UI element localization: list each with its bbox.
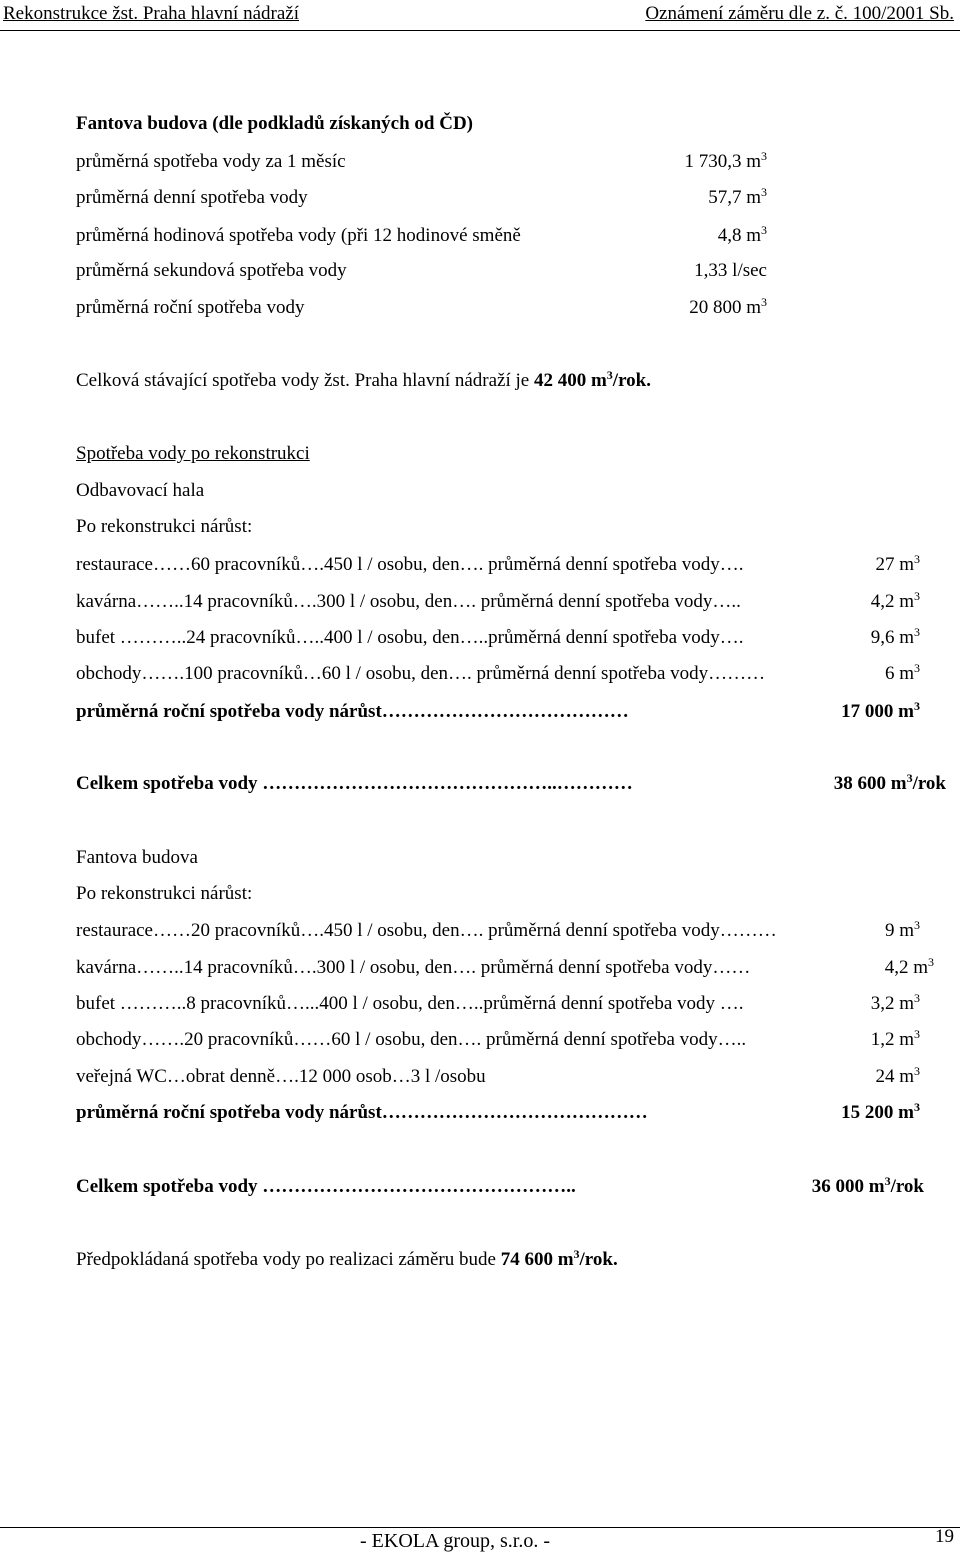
- hall-title: Odbavovací hala: [76, 480, 205, 501]
- fantova-row-value: 20 800 $m^3$: [689, 295, 767, 318]
- hall-total-value: 38 600 $m^3$/rok: [833, 771, 946, 794]
- fantova-after-row-label: kavárna……..14 pracovníků….300 l / osobu, den…. průměrná denní spotřeba vody……: [76, 957, 751, 978]
- forecast-sentence: Předpokládaná spotřeba vody po realizaci záměru bude 74 600 $m^3$/rok.: [76, 1247, 618, 1270]
- fantova-after-row-value: 9 $m^3$: [884, 918, 920, 941]
- fantova-after-row-label: obchody…….20 pracovníků……60 l / osobu, den…. průměrná denní spotřeba vody…..: [76, 1029, 747, 1050]
- fantova-after-title: Fantova budova: [76, 847, 198, 868]
- fantova-total-value: 36 000 $m^3$/rok: [811, 1174, 924, 1197]
- fantova-after-row-value: 24 $m^3$: [875, 1064, 920, 1087]
- fantova-row-label: průměrná sekundová spotřeba vody: [76, 260, 347, 281]
- fantova-after-row-label: restaurace……20 pracovníků….450 l / osobu, den…. průměrná denní spotřeba vody………: [76, 920, 777, 941]
- hall-row-value: 27 $m^3$: [875, 552, 920, 575]
- fantova-after-row-value: 4,2 $m^3$: [884, 955, 934, 978]
- page-number: 19: [935, 1526, 954, 1547]
- fantova-row-value: 4,8 $m^3$: [717, 223, 767, 246]
- hall-subtitle: Po rekonstrukci nárůst:: [76, 516, 253, 537]
- fantova-after-row-label: bufet ………..8 pracovníků…...400 l / osobu, den…..průměrná denní spotřeba vody ….: [76, 993, 744, 1014]
- hall-row-label: kavárna……..14 pracovníků….300 l / osobu, den…. průměrná denní spotřeba vody…..: [76, 591, 741, 612]
- hall-row-label: obchody…….100 pracovníků…60 l / osobu, den…. průměrná denní spotřeba vody………: [76, 663, 766, 684]
- hall-annual-label: průměrná roční spotřeba vody nárůst…………………………………: [76, 701, 629, 722]
- fantova-row-value: 1,33 l/sec: [694, 260, 767, 281]
- fantova-row-label: průměrná denní spotřeba vody: [76, 187, 308, 208]
- fantova-annual-label: průměrná roční spotřeba vody nárůst……………………………………: [76, 1102, 648, 1123]
- fantova-after-subtitle: Po rekonstrukci nárůst:: [76, 883, 253, 904]
- hall-row-label: restaurace……60 pracovníků….450 l / osobu, den…. průměrná denní spotřeba vody….: [76, 554, 744, 575]
- fantova-row-label: průměrná hodinová spotřeba vody (při 12 hodinové směně: [76, 225, 521, 246]
- hall-annual-value: 17 000 $m^3$: [841, 699, 920, 722]
- total-existing-sentence: Celková stávající spotřeba vody žst. Praha hlavní nádraží je 42 400 $m^3$/rok.: [76, 368, 651, 391]
- hall-row-label: bufet ………..24 pracovníků…..400 l / osobu, den…..průměrná denní spotřeba vody….: [76, 627, 744, 648]
- fantova-row-label: průměrná spotřeba vody za 1 měsíc: [76, 151, 346, 172]
- fantova-after-row-value: 3,2 $m^3$: [870, 991, 920, 1014]
- fantova-row-value: 57,7 $m^3$: [708, 185, 767, 208]
- footer-rule: [0, 1527, 960, 1528]
- fantova-after-row-value: 1,2 $m^3$: [870, 1027, 920, 1050]
- fantova-annual-value: 15 200 $m^3$: [841, 1100, 920, 1123]
- fantova-after-row-label: veřejná WC…obrat denně….12 000 osob…3 l /osobu: [76, 1066, 486, 1087]
- fantova-total-label: Celkem spotřeba vody …………………………………………..: [76, 1176, 576, 1197]
- hall-total-label: Celkem spotřeba vody ………………………………………..…………: [76, 773, 633, 794]
- header-right: Oznámení záměru dle z. č. 100/2001 Sb.: [645, 3, 954, 24]
- fantova-row-label: průměrná roční spotřeba vody: [76, 297, 305, 318]
- page-header: [0, 0, 960, 31]
- hall-row-value: 4,2 $m^3$: [870, 589, 920, 612]
- hall-row-value: 6 $m^3$: [884, 661, 920, 684]
- footer-company: - EKOLA group, s.r.o. -: [360, 1530, 550, 1552]
- header-left: Rekonstrukce žst. Praha hlavní nádraží: [3, 3, 299, 24]
- fantova-existing-title: Fantova budova (dle podkladů získaných od ČD): [76, 113, 473, 134]
- section-title-after: Spotřeba vody po rekonstrukci: [76, 443, 310, 464]
- hall-row-value: 9,6 $m^3$: [870, 625, 920, 648]
- fantova-row-value: 1 730,3 $m^3$: [684, 149, 767, 172]
